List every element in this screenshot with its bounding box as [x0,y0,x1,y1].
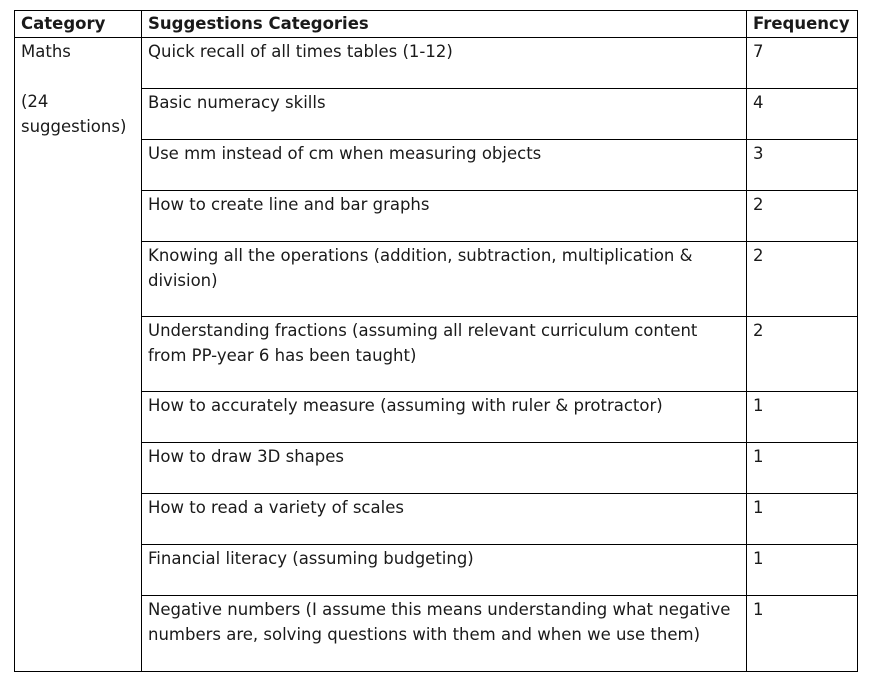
suggestion-cell: Knowing all the operations (addition, subtraction, multiplication & division) [142,242,747,317]
frequency-cell: 4 [747,89,858,140]
suggestion-cell: Quick recall of all times tables (1-12) [142,38,747,89]
suggestion-cell: Use mm instead of cm when measuring objects [142,140,747,191]
table-row [15,392,858,443]
table-row [15,140,858,191]
table-row [15,596,858,672]
suggestion-cell: How to create line and bar graphs [142,191,747,242]
table-row [15,317,858,392]
table-row [15,38,858,89]
suggestion-cell: Negative numbers (I assume this means understanding what negative numbers are, solving questions with them and when we use them) [142,596,747,672]
frequency-cell: 1 [747,443,858,494]
suggestion-cell: How to draw 3D shapes [142,443,747,494]
table-row [15,242,858,317]
header-suggestions: Suggestions Categories [142,11,747,38]
frequency-cell: 2 [747,242,858,317]
suggestion-cell: How to read a variety of scales [142,494,747,545]
category-name: Maths [21,42,71,61]
header-frequency: Frequency [747,11,858,38]
suggestion-cell: How to accurately measure (assuming with ruler & protractor) [142,392,747,443]
frequency-cell: 1 [747,545,858,596]
suggestion-cell: Financial literacy (assuming budgeting) [142,545,747,596]
table-row [15,191,858,242]
suggestions-table [14,10,858,672]
frequency-cell: 1 [747,596,858,672]
header-category: Category [15,11,142,38]
frequency-cell: 7 [747,38,858,89]
table-row [15,89,858,140]
suggestion-cell: Basic numeracy skills [142,89,747,140]
frequency-cell: 2 [747,317,858,392]
frequency-cell: 2 [747,191,858,242]
frequency-cell: 3 [747,140,858,191]
category-spacer [21,64,135,89]
category-note: (24 suggestions) [21,92,127,136]
table-row [15,443,858,494]
frequency-cell: 1 [747,494,858,545]
header-row [15,11,858,38]
category-cell [15,38,142,672]
table-row [15,545,858,596]
table-row [15,494,858,545]
frequency-cell: 1 [747,392,858,443]
suggestion-cell: Understanding fractions (assuming all relevant curriculum content from PP-year 6 has been taught) [142,317,747,392]
